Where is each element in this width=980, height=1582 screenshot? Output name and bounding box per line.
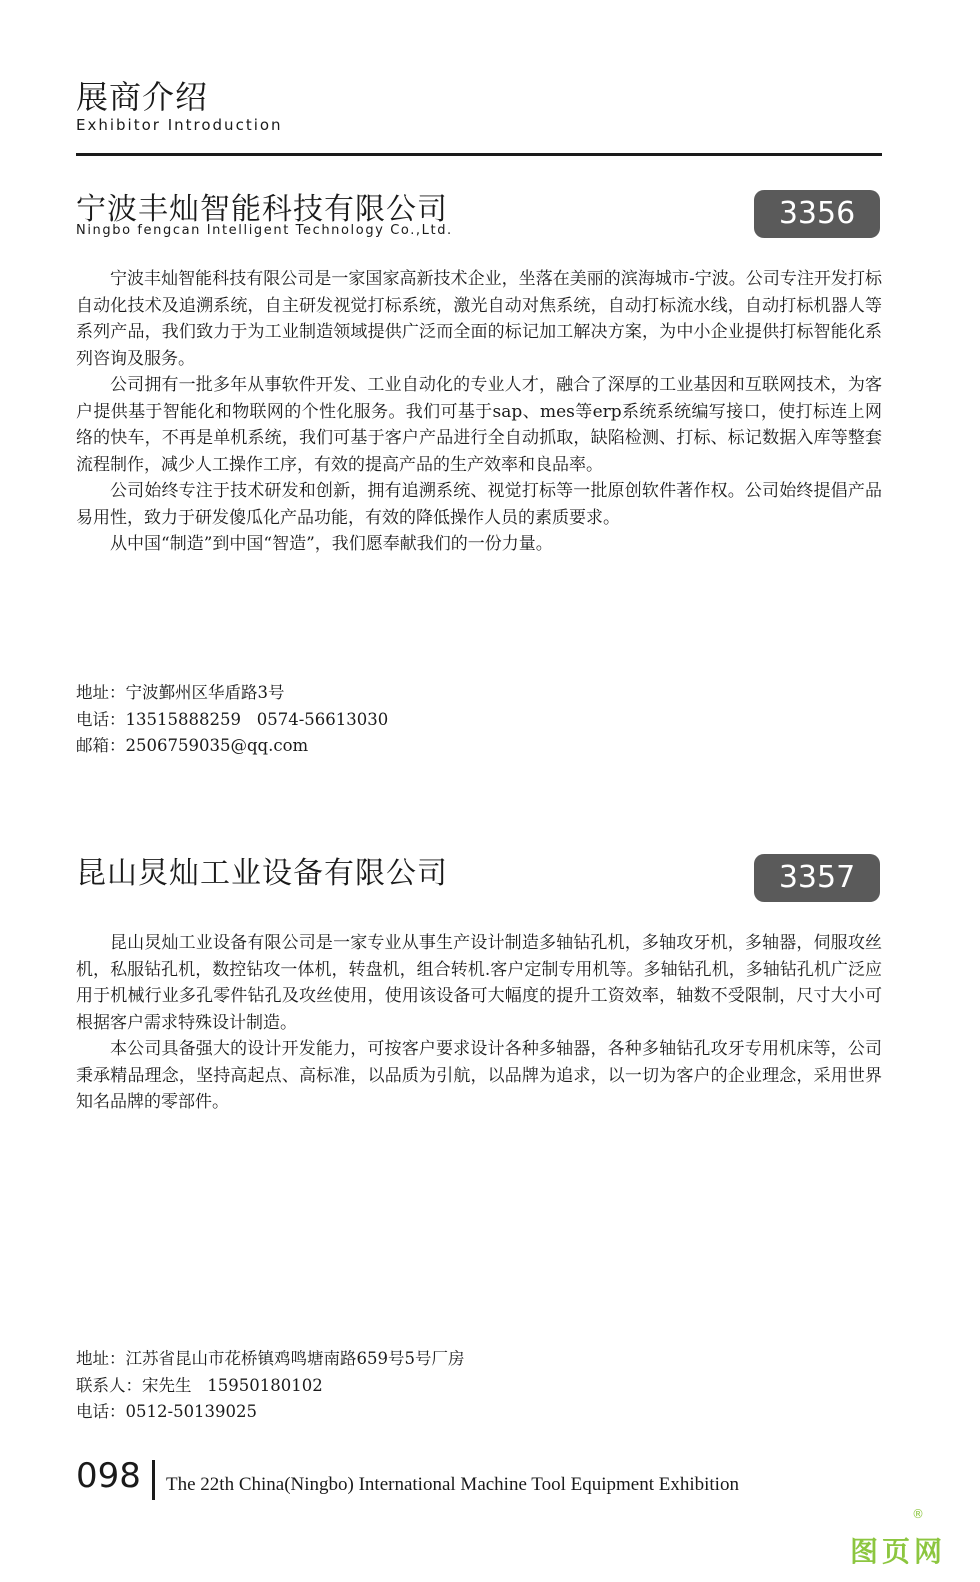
- company-2-address: 地址：江苏省昆山市花桥镇鸡鸣塘南路659号5号厂房: [76, 1349, 465, 1368]
- company-1-address: 地址：宁波鄞州区华盾路3号: [76, 683, 285, 702]
- company-1-paragraph: 公司拥有一批多年从事软件开发、工业自动化的专业人才，融合了深厚的工业基因和互联网技术，为客户提供基于智能化和物联网的个性化服务。我们可基于sap、mes等erp系统系统编写接口，使打标连上网络的快车，不再是单机系统，我们可基于客户产品进行全自动抓取，缺陷检测、打标、标记数据入库等整套流程制作，减少人工操作工序，有效的提高产品的生产效率和良品率。: [76, 375, 882, 475]
- company-2-booth-badge: 3357: [754, 854, 880, 902]
- company-1-contacts: [76, 680, 388, 760]
- company-2-contacts: [76, 1346, 465, 1426]
- company-1-paragraph: 公司始终专注于技术研发和创新，拥有追溯系统、视觉打标等一批原创软件著作权。公司始终提倡产品易用性，致力于研发傻瓜化产品功能，有效的降低操作人员的素质要求。: [76, 481, 882, 528]
- page-number: 098: [76, 1456, 141, 1496]
- company-1-email: 邮箱：2506759035@qq.com: [76, 736, 309, 755]
- company-1-name: 宁波丰灿智能科技有限公司: [76, 192, 448, 227]
- watermark-logo: 图页网: [850, 1535, 947, 1568]
- company-2-name: 昆山炅灿工业设备有限公司: [76, 856, 448, 891]
- company-1-description: [76, 266, 882, 558]
- company-2-phone: 电话：0512-50139025: [76, 1402, 258, 1421]
- section-subtitle: Exhibitor Introduction: [76, 116, 283, 134]
- registered-mark: ®: [912, 1507, 924, 1521]
- company-1-phone: 电话：13515888259 0574-56613030: [76, 709, 389, 729]
- company-2-contact-person: 联系人：宋先生 15950180102: [76, 1375, 323, 1395]
- company-1-booth-badge: 3356: [754, 190, 880, 238]
- company-1-paragraph: 从中国“制造”到中国“智造”，我们愿奉献我们的一份力量。: [110, 534, 553, 554]
- exhibition-name: The 22th China(Ningbo) International Machine Tool Equipment Exhibition: [166, 1474, 739, 1495]
- footer-divider: [152, 1460, 155, 1500]
- company-1-paragraph: 宁波丰灿智能科技有限公司是一家国家高新技术企业，坐落在美丽的滨海城市-宁波。公司专注开发打标自动化技术及追溯系统，自主研发视觉打标系统，激光自动对焦系统，自动打标流水线，自动打标机器人等系列产品，我们致力于为工业制造领域提供广泛而全面的标记加工解决方案，为中小企业提供打标智能化系列咨询及服务。: [76, 269, 882, 369]
- company-2-paragraph: 本公司具备强大的设计开发能力，可按客户要求设计各种多轴器，各种多轴钻孔攻牙专用机床等，公司秉承精品理念，坚持高起点、高标准，以品质为引航，以品牌为追求，以一切为客户的企业理念，采用世界知名品牌的零部件。: [76, 1039, 882, 1112]
- company-2-description: [76, 930, 882, 1116]
- header-divider: [76, 153, 882, 156]
- section-title: 展商介绍: [76, 78, 209, 116]
- company-2-paragraph: 昆山炅灿工业设备有限公司是一家专业从事生产设计制造多轴钻孔机，多轴攻牙机，多轴器，伺服攻丝机，私服钻孔机，数控钻攻一体机，转盘机，组合转机.客户定制专用机等。多轴钻孔机，多轴钻孔机广泛应用于机械行业多孔零件钻孔及攻丝使用，使用该设备可大幅度的提升工资效率，轴数不受限制，尺寸大小可根据客户需求特殊设计制造。: [76, 933, 882, 1033]
- company-1-name-en: Ningbo fengcan Intelligent Technology Co.,Ltd.: [76, 223, 453, 238]
